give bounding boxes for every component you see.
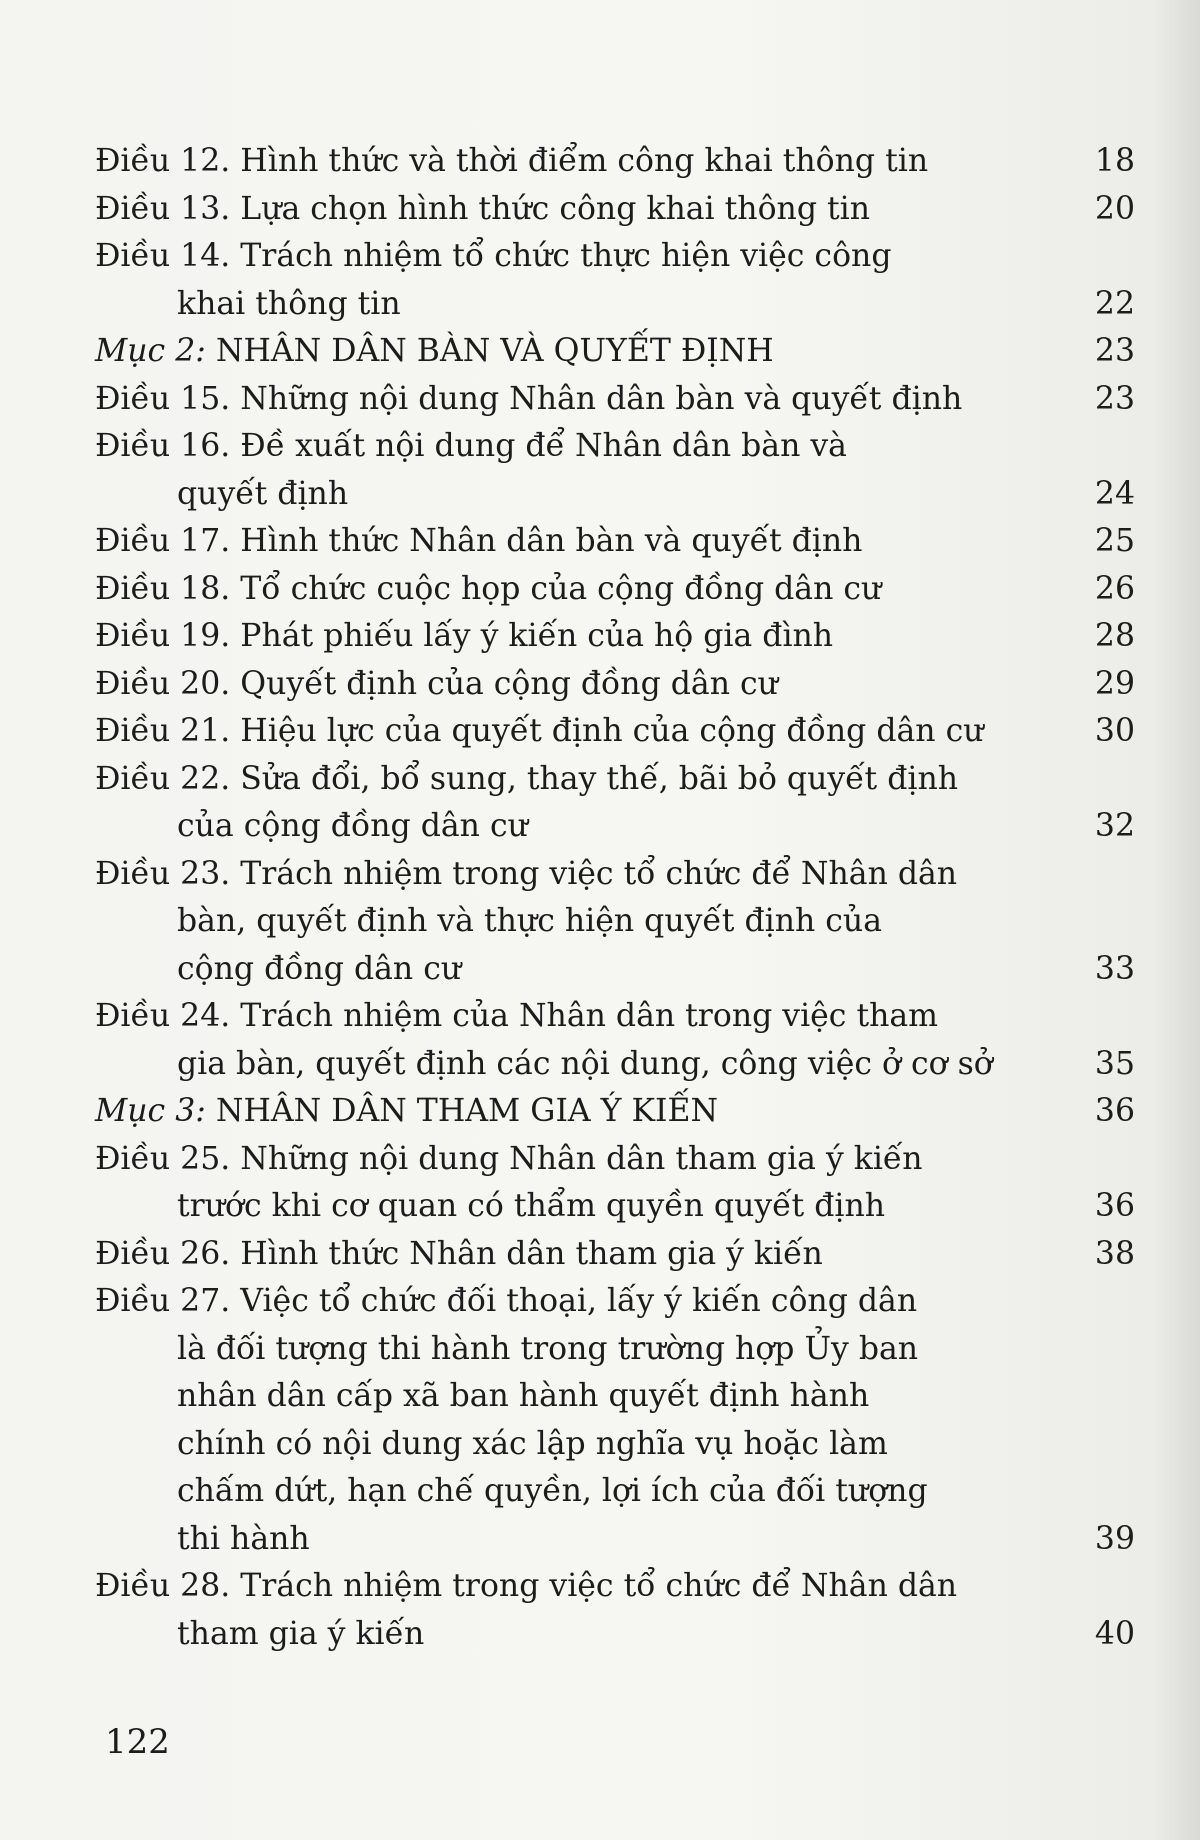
toc-row [95, 803, 1135, 851]
toc-row [95, 1183, 1135, 1231]
toc-page-number: 39 [1094, 1520, 1135, 1557]
toc-row [95, 708, 1135, 756]
toc-row [95, 851, 1135, 899]
toc-entry-text: bàn, quyết định và thực hiện quyết định của [177, 903, 882, 939]
toc-row [95, 1611, 1135, 1659]
toc-entry-text: Điều 21. Hiệu lực của quyết định của cộng đồng dân cư [95, 713, 984, 749]
toc-entry-text: Điều 12. Hình thức và thời điểm công khai thông tin [95, 143, 929, 179]
toc-page-number: 33 [1094, 950, 1135, 987]
toc-entry-text: quyết định [177, 475, 349, 512]
toc-row [95, 1231, 1135, 1279]
toc-row [95, 233, 1135, 281]
toc-row [95, 1041, 1135, 1089]
toc-entry-text: chính có nội dung xác lập nghĩa vụ hoặc làm [177, 1425, 888, 1462]
toc-entry-text: Điều 13. Lựa chọn hình thức công khai thông tin [95, 190, 871, 227]
toc-entry-text: chấm dứt, hạn chế quyền, lợi ích của đối tượng [177, 1473, 928, 1509]
toc-entry-text: cộng đồng dân cư [177, 950, 462, 987]
section-label: Mục 2: [95, 333, 206, 369]
toc-row [95, 661, 1135, 709]
toc-entry-text: là đối tượng thi hành trong trường hợp Ủy ban [177, 1330, 919, 1367]
toc-row [95, 1373, 1135, 1421]
toc-page-number: 28 [1094, 618, 1135, 654]
toc-entry-text: Điều 17. Hình thức Nhân dân bàn và quyết định [95, 523, 863, 559]
toc-row [95, 518, 1135, 566]
toc-page-number: 20 [1094, 190, 1135, 227]
toc-page-number: 35 [1094, 1045, 1135, 1082]
toc-page-number: 38 [1094, 1235, 1135, 1272]
toc-row [95, 566, 1135, 614]
toc-entry-text: của cộng đồng dân cư [177, 808, 528, 844]
toc-entry-text: gia bàn, quyết định các nội dung, công việc ở cơ sở [177, 1045, 993, 1082]
toc-row [95, 1136, 1135, 1184]
toc-entry-text: Điều 28. Trách nhiệm trong việc tổ chức để Nhân dân [95, 1568, 958, 1604]
toc-row [95, 756, 1135, 804]
toc-entry-text: Điều 19. Phát phiếu lấy ý kiến của hộ gia đình [95, 618, 834, 654]
toc-row [95, 1421, 1135, 1469]
toc-row [95, 946, 1135, 994]
toc-page-number: 23 [1094, 380, 1135, 417]
toc-row [95, 423, 1135, 471]
toc-row [95, 1516, 1135, 1564]
section-title: NHÂN DÂN BÀN VÀ QUYẾT ĐỊNH [215, 333, 774, 369]
toc-entry-text: khai thông tin [177, 285, 401, 322]
toc-entry-text: Điều 16. Đề xuất nội dung để Nhân dân bàn và [95, 428, 847, 464]
table-of-contents [95, 138, 1135, 1658]
toc-page-number: 23 [1094, 333, 1135, 369]
toc-page-number: 30 [1094, 713, 1135, 749]
toc-entry-text: trước khi cơ quan có thẩm quyền quyết định [177, 1188, 886, 1224]
toc-row [95, 1326, 1135, 1374]
toc-page-number: 18 [1094, 143, 1135, 179]
page-number: 122 [105, 1722, 170, 1762]
toc-section-row [95, 328, 1135, 376]
toc-row [95, 898, 1135, 946]
toc-page-number: 40 [1094, 1615, 1135, 1652]
toc-entry-text: Điều 24. Trách nhiệm của Nhân dân trong việc tham [95, 998, 939, 1034]
toc-entry-text: Điều 26. Hình thức Nhân dân tham gia ý kiến [95, 1235, 823, 1272]
toc-row [95, 186, 1135, 234]
toc-entry-text: Điều 18. Tổ chức cuộc họp của cộng đồng dân cư [95, 570, 882, 607]
toc-section-row [95, 1088, 1135, 1136]
toc-page-number: 24 [1094, 475, 1135, 512]
toc-entry-text: Điều 15. Những nội dung Nhân dân bàn và quyết định [95, 380, 963, 417]
toc-row [95, 1468, 1135, 1516]
toc-page-number: 36 [1094, 1188, 1135, 1224]
toc-entry-text: Điều 23. Trách nhiệm trong việc tổ chức để Nhân dân [95, 855, 958, 892]
toc-entry-text: nhân dân cấp xã ban hành quyết định hành [177, 1378, 870, 1414]
toc-row [95, 281, 1135, 329]
section-title: NHÂN DÂN THAM GIA Ý KIẾN [215, 1093, 719, 1129]
toc-entry-text: thi hành [177, 1520, 310, 1557]
toc-entry-text: Điều 25. Những nội dung Nhân dân tham gia ý kiến [95, 1140, 923, 1177]
toc-page-number: 26 [1094, 570, 1135, 607]
toc-page-number: 25 [1094, 523, 1135, 559]
toc-row [95, 993, 1135, 1041]
toc-entry-text: Điều 14. Trách nhiệm tổ chức thực hiện việc công [95, 238, 892, 274]
toc-page-number: 36 [1094, 1093, 1135, 1129]
toc-entry-text: tham gia ý kiến [177, 1615, 425, 1652]
toc-row [95, 1563, 1135, 1611]
toc-row [95, 376, 1135, 424]
toc-entry-text: Điều 27. Việc tổ chức đối thoại, lấy ý kiến công dân [95, 1283, 918, 1319]
toc-page-number: 22 [1094, 285, 1135, 322]
toc-row [95, 613, 1135, 661]
toc-row [95, 1278, 1135, 1326]
toc-entry-text: Điều 22. Sửa đổi, bổ sung, thay thế, bãi bỏ quyết định [95, 760, 959, 797]
section-label: Mục 3: [95, 1093, 206, 1129]
toc-entry-text: Điều 20. Quyết định của cộng đồng dân cư [95, 665, 778, 702]
toc-page-number: 32 [1094, 808, 1135, 844]
toc-row [95, 471, 1135, 519]
toc-page-number: 29 [1094, 665, 1135, 702]
toc-row [95, 138, 1135, 186]
